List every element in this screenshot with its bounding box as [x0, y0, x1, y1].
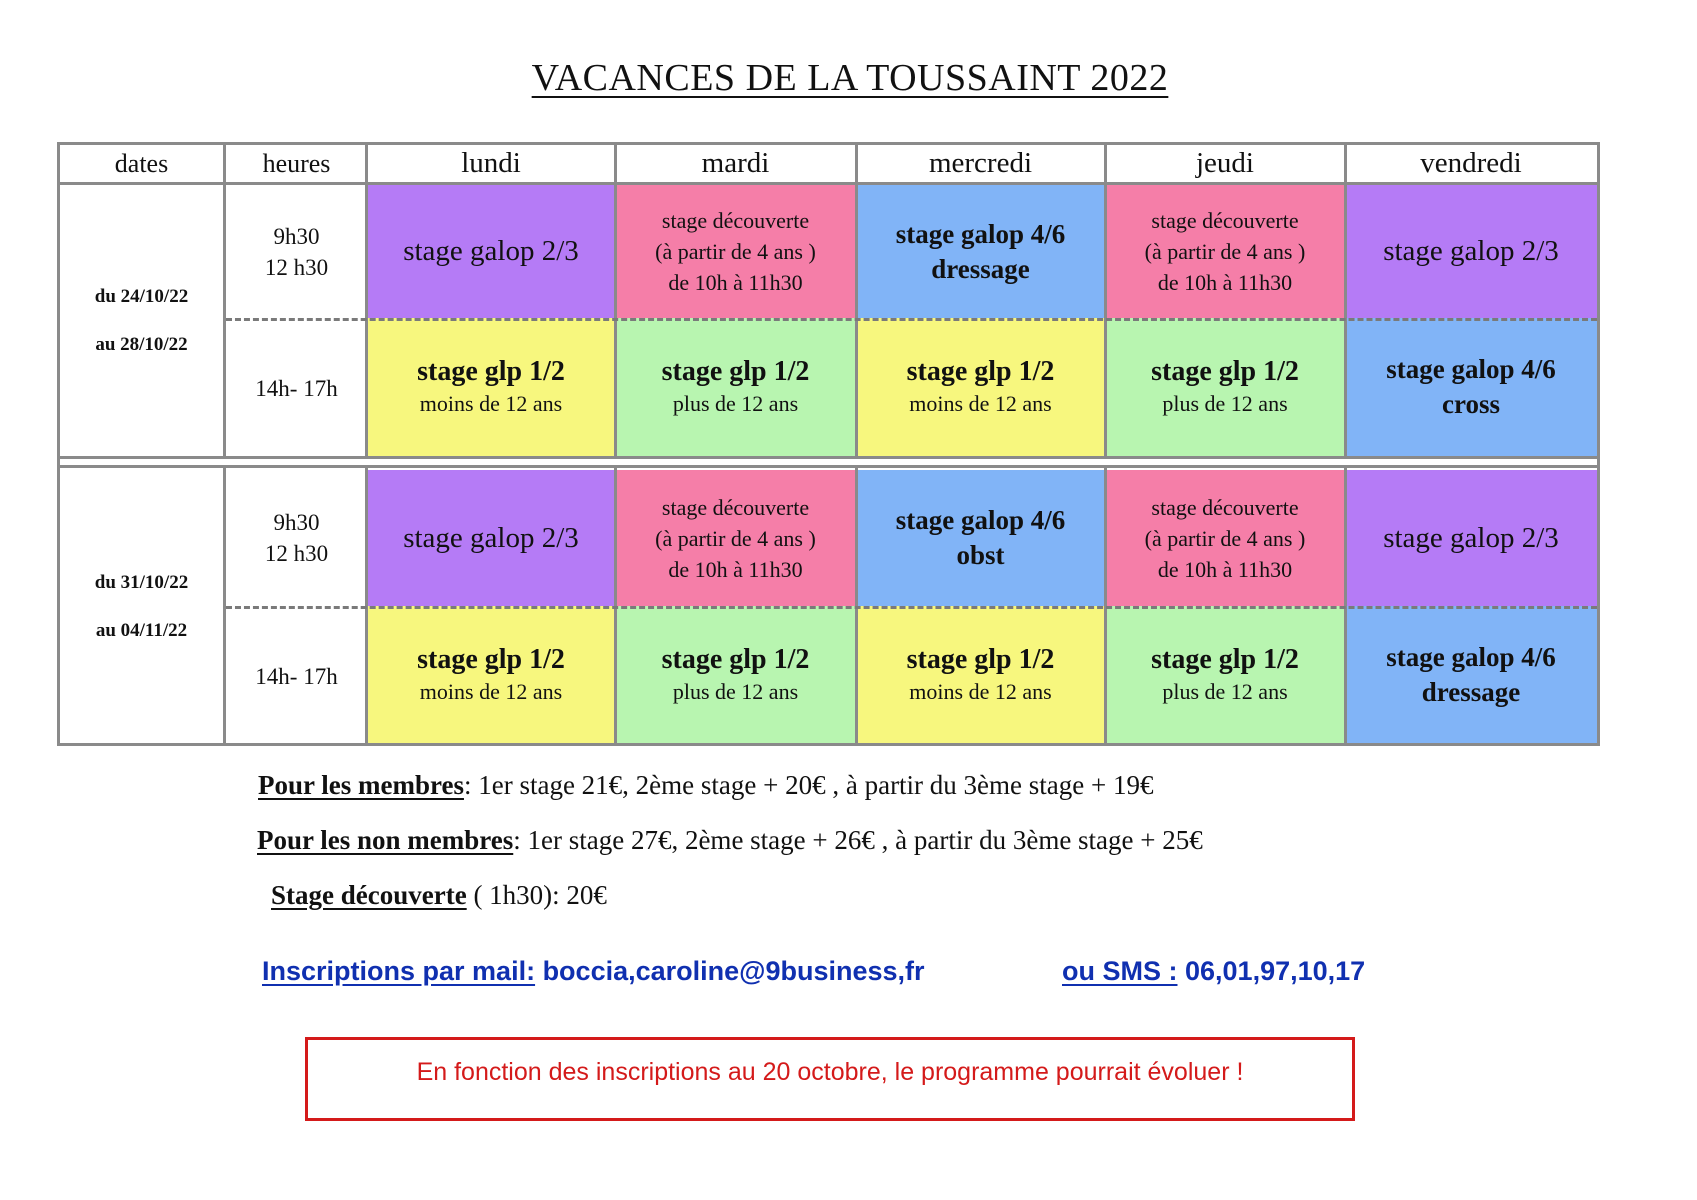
grid-line — [365, 145, 368, 743]
week1-jeudi-afternoon: stage glp 1/2 plus de 12 ans — [1105, 318, 1345, 456]
week1-vendredi-afternoon: stage galop 4/6 cross — [1345, 318, 1597, 456]
week2-mercredi-afternoon: stage glp 1/2 moins de 12 ans — [856, 606, 1105, 743]
week1-lundi-morning: stage galop 2/3 — [367, 185, 615, 318]
grid-line — [60, 182, 1597, 185]
week1-mercredi-morning: stage galop 4/6 dressage — [856, 185, 1105, 318]
week2-mardi-afternoon: stage glp 1/2 plus de 12 ans — [615, 606, 856, 743]
week1-dates — [60, 185, 223, 456]
week-separator — [60, 459, 1597, 465]
members-label: Pour les membres — [258, 770, 464, 800]
header-mercredi: mercredi — [928, 147, 1033, 179]
week2-lundi-morning: stage galop 2/3 — [367, 470, 615, 606]
week1-mercredi-afternoon: stage glp 1/2 moins de 12 ans — [856, 318, 1105, 456]
header-vendredi: vendredi — [1420, 147, 1522, 179]
week1-date-to: au 28/10/22 — [95, 333, 188, 355]
program-notice-text: En fonction des inscriptions au 20 octobre, le programme pourrait évoluer ! — [416, 1057, 1244, 1086]
sms-number[interactable]: 06,01,97,10,17 — [1177, 956, 1366, 986]
week2-dates — [60, 470, 223, 743]
week2-afternoon-hours: 14h- 17h — [255, 663, 338, 689]
grid-line — [1344, 145, 1347, 743]
week1-lundi-afternoon: stage glp 1/2 moins de 12 ans — [367, 318, 615, 456]
members-price-text: : 1er stage 21€, 2ème stage + 20€ , à partir du 3ème stage + 19€ — [463, 770, 1154, 800]
non-members-label: Pour les non membres — [257, 825, 514, 855]
hour-divider — [226, 318, 1597, 321]
hour-divider — [226, 606, 1597, 609]
mail-contact — [262, 956, 925, 987]
non-members-price-line — [257, 825, 1203, 856]
header-mardi: mardi — [701, 147, 770, 179]
header-lundi: lundi — [461, 147, 521, 179]
grid-line — [60, 465, 1597, 468]
members-price-line — [258, 770, 1153, 801]
sms-label: ou SMS : — [1062, 956, 1178, 986]
week1-mardi-afternoon: stage glp 1/2 plus de 12 ans — [615, 318, 856, 456]
header-jeudi: jeudi — [1196, 147, 1254, 179]
schedule-table — [57, 142, 1600, 746]
week2-mercredi-morning: stage galop 4/6 obst — [856, 470, 1105, 606]
week1-jeudi-morning: stage découverte (à partir de 4 ans ) de 10h à 11h30 — [1105, 185, 1345, 318]
mail-label: Inscriptions par mail: — [262, 956, 536, 986]
week1-vendredi-morning: stage galop 2/3 — [1345, 185, 1597, 318]
week2-jeudi-morning: stage découverte (à partir de 4 ans ) de 10h à 11h30 — [1105, 470, 1345, 606]
week2-date-to: au 04/11/22 — [95, 619, 188, 641]
week2-vendredi-morning: stage galop 2/3 — [1345, 470, 1597, 606]
discovery-label: Stage découverte — [271, 880, 467, 910]
discovery-price-text: ( 1h30): 20€ — [466, 880, 607, 910]
week2-lundi-afternoon: stage glp 1/2 moins de 12 ans — [367, 606, 615, 743]
discovery-price-line — [271, 880, 607, 911]
page-title: VACANCES DE LA TOUSSAINT 2022 — [531, 57, 1169, 99]
grid-line — [1104, 145, 1107, 743]
header-heures: heures — [262, 148, 331, 178]
week1-mardi-morning: stage découverte (à partir de 4 ans ) de 10h à 11h30 — [615, 185, 856, 318]
non-members-price-text: : 1er stage 27€, 2ème stage + 26€ , à partir du 3ème stage + 25€ — [513, 825, 1203, 855]
week1-afternoon-hours: 14h- 17h — [255, 376, 338, 401]
grid-line — [614, 145, 617, 743]
week2-morning-hours: 9h30 12 h30 — [264, 510, 329, 566]
grid-line — [223, 145, 226, 743]
program-notice-box — [305, 1037, 1355, 1121]
week2-vendredi-afternoon: stage galop 4/6 dressage — [1345, 606, 1597, 743]
week2-jeudi-afternoon: stage glp 1/2 plus de 12 ans — [1105, 606, 1345, 743]
header-dates: dates — [114, 148, 169, 178]
mail-address[interactable]: boccia,caroline@9business,fr — [535, 956, 925, 986]
week2-date-from: du 31/10/22 — [94, 571, 189, 593]
week2-mardi-morning: stage découverte (à partir de 4 ans ) de 10h à 11h30 — [615, 470, 856, 606]
sms-contact — [1062, 956, 1365, 987]
grid-line — [855, 145, 858, 743]
week1-date-from: du 24/10/22 — [94, 285, 189, 307]
week1-morning-hours: 9h30 12 h30 — [264, 223, 329, 280]
